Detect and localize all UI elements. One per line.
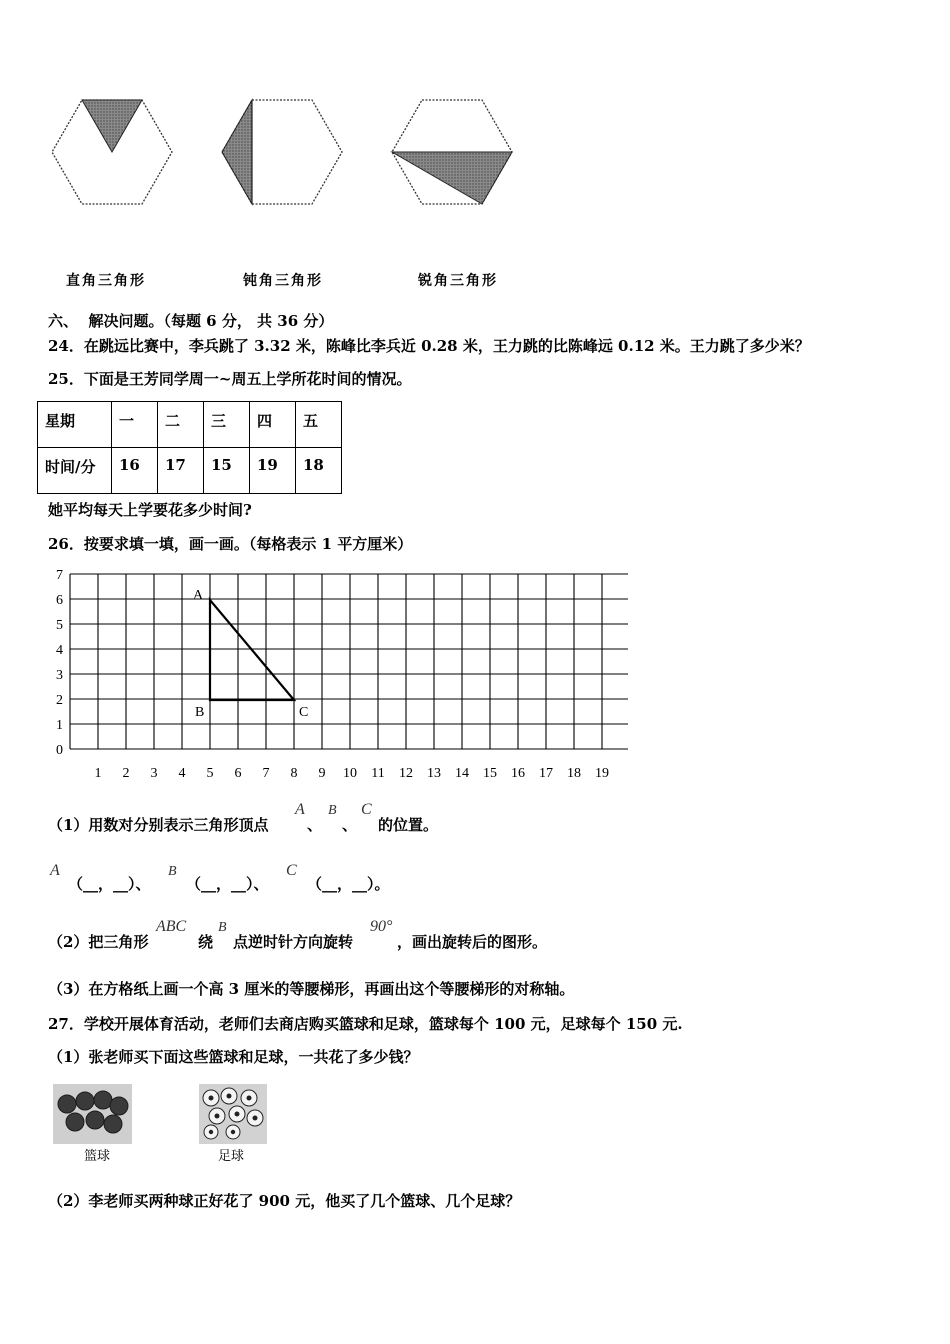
table-row [38, 402, 342, 448]
q27-part1: （1）张老师买下面这些篮球和足球，一共花了多少钱？ [48, 1048, 419, 1066]
y-tick-label: 2 [56, 693, 63, 708]
hexagon-acute-triangle [392, 100, 512, 204]
y-tick-label: 1 [56, 718, 63, 733]
q26-part1-suffix: 的位置。 [378, 816, 439, 834]
table-cell: 时间/分 [38, 448, 112, 494]
question-26: 26．按要求填一填，画一画。（每格表示 1 平方厘米） [48, 535, 413, 553]
y-tick-label: 0 [56, 743, 63, 758]
x-tick-label: 14 [455, 766, 469, 780]
table-cell: 星期 [38, 402, 112, 448]
table-cell: 二 [158, 402, 204, 448]
x-tick-label: 10 [343, 766, 357, 780]
var-b: B [218, 920, 227, 935]
x-tick-label: 19 [595, 766, 609, 780]
caption-right-triangle: 直角三角形 [66, 273, 146, 289]
rotation-angle: 90° [370, 918, 393, 935]
table-cell: 15 [204, 448, 250, 494]
football-label: 足球 [218, 1149, 245, 1164]
x-tick-label: 2 [122, 766, 130, 780]
grid-paper [48, 564, 628, 780]
question-27: 27．学校开展体育活动，老师们去商店购买篮球和足球，篮球每个 100 元，足球每个 150 元. [48, 1015, 683, 1033]
point-label-b: B [195, 705, 205, 720]
var-c: C [361, 801, 372, 818]
x-tick-label: 3 [150, 766, 158, 780]
y-tick-label: 4 [56, 643, 63, 658]
caption-acute-triangle: 锐角三角形 [418, 273, 498, 289]
x-tick-label: 8 [290, 766, 298, 780]
x-tick-label: 1 [94, 766, 102, 780]
q26-part2-mid: 绕 [198, 933, 214, 951]
question-25-ask: 她平均每天上学要花多少时间? [48, 501, 252, 519]
basketball-label: 篮球 [84, 1149, 111, 1164]
x-tick-label: 7 [262, 766, 270, 780]
question-24: 24．在跳远比赛中，李兵跳了 3.32 米，陈峰比李兵近 0.28 米，王力跳的比陈峰远 0.12 米。王力跳了多少米？ [48, 337, 810, 355]
var-a: A [50, 862, 60, 879]
basketball-image [53, 1084, 132, 1144]
football-image [199, 1084, 267, 1144]
y-tick-label: 6 [56, 593, 63, 608]
hexagon-obtuse-triangle [222, 100, 342, 204]
x-tick-label: 11 [371, 766, 385, 780]
commute-time-table [37, 401, 342, 494]
point-label-a: A [193, 588, 204, 603]
q26-part2-mid2: 点逆时针方向旋转 [233, 933, 354, 951]
table-row [38, 448, 342, 494]
table-cell: 三 [204, 402, 250, 448]
x-tick-label: 15 [483, 766, 497, 780]
x-tick-label: 12 [399, 766, 413, 780]
table-cell: 18 [296, 448, 342, 494]
y-tick-label: 3 [56, 668, 63, 683]
answer-blank-b: （__，__）、 [186, 875, 269, 893]
table-cell: 五 [296, 402, 342, 448]
question-25: 25．下面是王芳同学周一~周五上学所花时间的情况。 [48, 370, 412, 388]
x-tick-label: 17 [539, 766, 553, 780]
x-tick-label: 9 [318, 766, 326, 780]
hexagon-right-triangle [52, 100, 172, 204]
var-b: B [168, 864, 177, 879]
x-tick-label: 16 [511, 766, 525, 780]
y-tick-label: 5 [56, 618, 63, 633]
table-cell: 16 [112, 448, 158, 494]
var-a: A [295, 801, 305, 818]
var-abc: ABC [156, 918, 187, 935]
q26-part2-suffix: ，画出旋转后的图形。 [397, 933, 548, 951]
table-cell: 19 [250, 448, 296, 494]
triangle-abc [210, 600, 294, 700]
separator: 、 [307, 816, 323, 834]
section-title: 六、 解决问题。（每题 6 分， 共 36 分） [48, 312, 334, 330]
q26-part1-prefix: （1）用数对分别表示三角形顶点 [48, 816, 269, 834]
q26-part2-prefix: （2）把三角形 [48, 933, 149, 951]
table-cell: 一 [112, 402, 158, 448]
separator: 、 [342, 816, 358, 834]
table-cell: 17 [158, 448, 204, 494]
hexagon-figures [40, 90, 530, 220]
q26-part3: （3）在方格纸上画一个高 3 厘米的等腰梯形，再画出这个等腰梯形的对称轴。 [48, 980, 575, 998]
caption-obtuse-triangle: 钝角三角形 [243, 273, 323, 289]
x-tick-label: 5 [206, 766, 214, 780]
var-c: C [286, 862, 297, 879]
table-cell: 四 [250, 402, 296, 448]
q27-part2: （2）李老师买两种球正好花了 900 元，他买了几个篮球、几个足球？ [48, 1192, 521, 1210]
x-tick-label: 13 [427, 766, 441, 780]
x-tick-label: 4 [178, 766, 186, 780]
x-tick-label: 6 [234, 766, 242, 780]
point-label-c: C [299, 705, 309, 720]
var-b: B [328, 803, 337, 818]
x-tick-label: 18 [567, 766, 581, 780]
answer-blank-c: （__，__）。 [307, 875, 390, 893]
y-tick-label: 7 [56, 568, 63, 583]
answer-blank-a: （__，__）、 [68, 875, 151, 893]
